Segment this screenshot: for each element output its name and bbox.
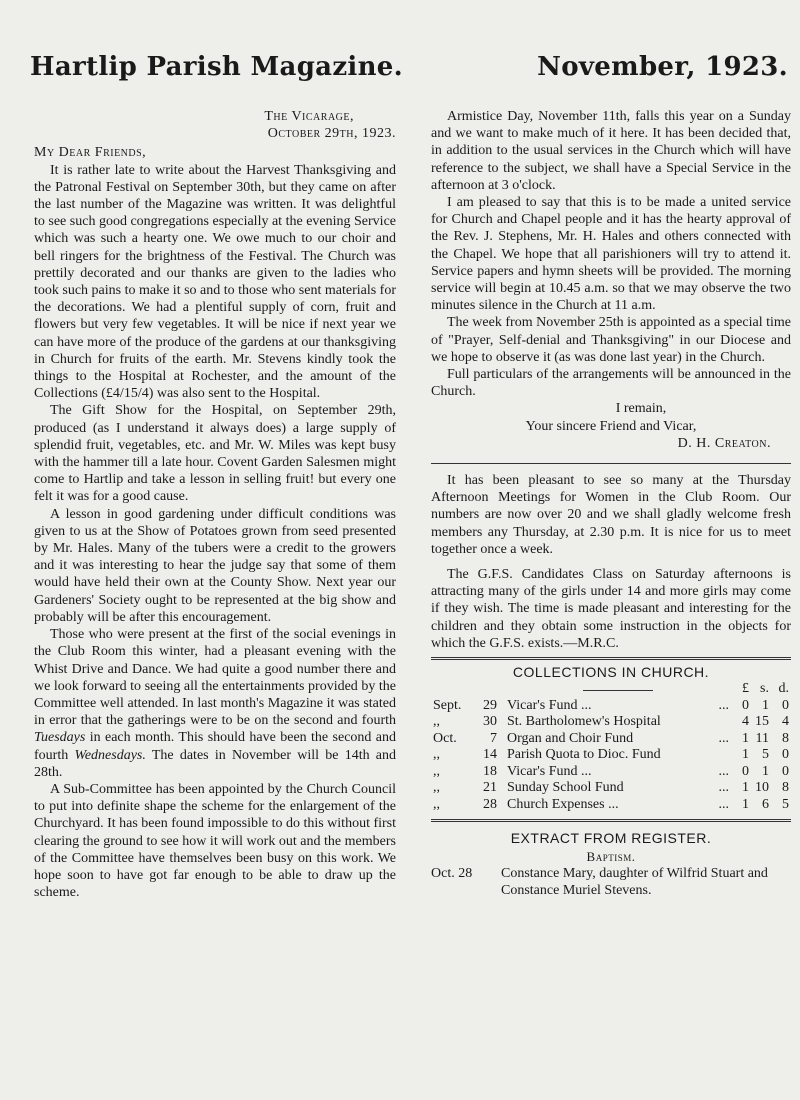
magazine-title: Hartlip Parish Magazine. <box>30 52 403 82</box>
table-row: ,, 18 Vicar's Fund ... ... 0 1 0 <box>433 763 789 779</box>
notice-thursday-meetings: It has been pleasant to see so many at the Thursday Afternoon Meetings for Women in the Club Room. Our numbers are now over 20 and we shall gladly welcome fresh members any Thursday, at 2.30 p.m. It is nice for us to meet together once a week. <box>431 473 791 557</box>
letter-salutation: My Dear Friends, <box>34 145 147 161</box>
register-title: EXTRACT FROM REGISTER. <box>510 830 712 847</box>
letter-paragraph-social-evenings: Those who were present at the first of the social evenings in the Club Room this winter, had a pleasant evening with the Whist Drive and Dance. We had quite a good number there and we look forward to seeing all the entertainments provided by the Committee well attended. In last month's Magazine it was stated in error that the gatherings were to be on the second and fourth Tuesdays in each month. This should have been the second and fourth Wednesdays. The dates in November will be 14th and 28th. <box>34 627 397 780</box>
letter-signature: D. H. Creaton. <box>677 435 771 451</box>
collections-title: COLLECTIONS IN CHURCH. <box>512 664 710 681</box>
letter-paragraph-prayer-week: The week from November 25th is appointed as a special time of "Prayer, Self-denial and Thanksgiving" in our Diocese and we hope to observe it (as was done last year) in the Church. <box>431 315 791 365</box>
letter-address: The Vicarage, <box>264 109 354 124</box>
notice-gfs-class: The G.F.S. Candidates Class on Saturday afternoons is attracting many of the girls under 14 and more girls may come if they wish. The time is made pleasant and interesting for the children and they obtain some instruction in the objects for which the G.F.S. exists.—M.R.C. <box>431 567 791 651</box>
table-row: ,, 21 Sunday School Fund ... 1 10 8 <box>433 780 789 796</box>
table-row: ,, 30 St. Bartholomew's Hospital 4 15 4 <box>433 714 789 730</box>
letter-paragraph-potatoes: A lesson in good gardening under difficult conditions was given to us at the Show of Potatoes grown from seed presented by Mr. Hales. Many of the tubers were a credit to the growers and it was interesting to hear the judge say that some of them would have held their own at the County Show. Next year our Gardeners' Society ought to be represented at the big show and probably will be after this encouragement. <box>34 506 396 625</box>
divider <box>583 690 653 691</box>
register-subtitle: Baptism. <box>586 848 636 864</box>
divider <box>431 657 791 660</box>
letter-paragraph-gift-show: The Gift Show for the Hospital, on September 29th, produced (as I understand it always does) a large supply of splendid fruit, vegetables, etc. and Mr. W. Miles was kept busy with the hammer till a late hour. Covent Garden Salesmen might come to Hartlip and take a lesson in selling fruit! but every one felt it was for a good cause. <box>34 403 396 505</box>
table-row: Oct. 7 Organ and Choir Fund ... 1 11 8 <box>433 730 789 746</box>
table-row: Sept. 29 Vicar's Fund ... ... 0 1 0 <box>433 697 789 713</box>
letter-paragraph-united-service: I am pleased to say that this is to be made a united service for Church and Chapel people and it has the hearty approval of the Rev. J. Stephens, Mr. H. Hales and others connected with the Chapel. We hope that all parishioners will try to attend it. Service papers and hymn sheets will be provided. The morning service will begin at 10.45 a.m. so that we may observe the two minutes silence in the Church at 11 a.m. <box>431 195 791 314</box>
register-entry-date: Oct. 28 <box>431 865 473 881</box>
divider <box>431 819 791 822</box>
letter-closing: I remain, <box>615 401 667 417</box>
letter-paragraph-harvest: It is rather late to write about the Harvest Thanksgiving and the Patronal Festival on September 30th, but they came on after the last number of the Magazine was written. It was delightful to see such good congregations especially at the evening Service which was such a hearty one. We owe much to our choir and bell ringers for the brightness of the Festival. The Church was prettily decorated and our thanks are given to the ladies who took such pains to make it so and to those who sent materials for the decorations. We had a plentiful supply of corn, fruit and flowers but very few vegetables. It will be nice if next year we can have more of the produce of the gardens at our thanksgiving in Church for fruits of the earth. Mr. Stevens kindly took the things to the Hospital at Rochester, and the amount of the Collections (£4/15/4) was also sent to the Hospital. <box>34 162 396 402</box>
letter-closing-line: Your sincere Friend and Vicar, <box>525 418 697 434</box>
letter-paragraph-armistice: Armistice Day, November 11th, falls this year on a Sunday and we want to make much of it here. It has been decided that, in addition to the usual services in the Church which will have reference to the subject, we shall have a Special Service in the afternoon at 3 o'clock. <box>431 109 791 193</box>
register-entry <box>431 865 791 899</box>
collections-header-row: £ s. d. <box>431 681 791 698</box>
left-column <box>34 108 396 901</box>
table-row: ,, 28 Church Expenses ... ... 1 6 5 <box>433 796 789 812</box>
letter-date: October 29th, 1923. <box>267 126 396 142</box>
collections-table <box>431 681 791 813</box>
register-entry-text: Constance Mary, daughter of Wilfrid Stuart and Constance Muriel Stevens. <box>501 865 768 898</box>
right-column <box>431 108 791 899</box>
issue-date: November, 1923. <box>537 52 788 82</box>
letter-paragraph-churchyard: A Sub-Committee has been appointed by the Church Council to put into definite shape the scheme for the enlargement of the Churchyard. It has been found impossible to do this without first clearing the ground to see how it will work out and the members of the Committee have themselves been busy on this work. We hope soon to have got far enough to be able to draw up the scheme. <box>34 781 397 901</box>
divider <box>431 463 791 464</box>
masthead <box>30 52 788 82</box>
letter-paragraph-particulars: Full particulars of the arrangements will be announced in the Church. <box>431 367 791 400</box>
table-row: ,, 14 Parish Quota to Dioc. Fund 1 5 0 <box>433 747 789 763</box>
